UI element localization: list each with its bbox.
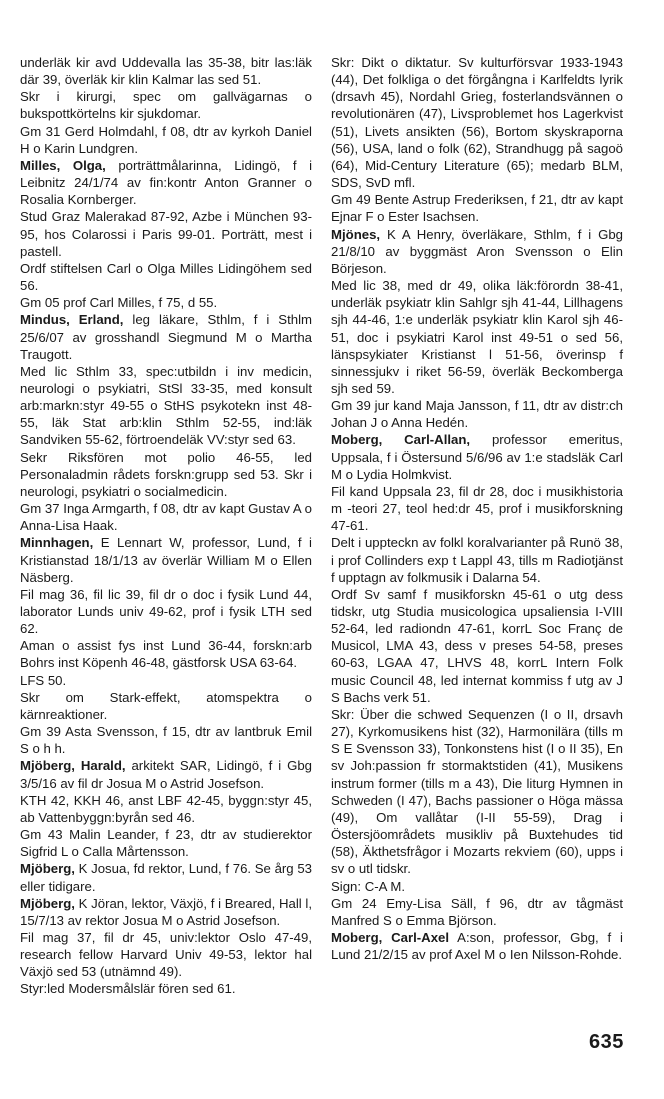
text-paragraph: [331, 397, 623, 431]
text-paragraph: [20, 723, 312, 757]
entry-name: Milles, Olga,: [20, 157, 106, 173]
entry-text: Gm 05 prof Carl Milles, f 75, d 55.: [20, 295, 218, 311]
entry-text: Fil kand Uppsala 23, fil dr 28, doc i musikhistoria m -teori 27, teol hed:dr 45, prof i musikforskning 47-61.: [331, 483, 623, 534]
entry-text: Ordf stiftelsen Carl o Olga Milles Lidingöhem sed 56.: [20, 260, 312, 294]
entry-text: Gm 37 Inga Armgarth, f 08, dtr av kapt Gustav A o Anna-Lisa Haak.: [20, 501, 312, 534]
entry-text: Gm 39 jur kand Maja Jansson, f 11, dtr av distr:ch Johan J o Anna Hedén.: [331, 398, 623, 431]
entry-text: Ordf Sv samf f musikforskn 45-61 o utg dess tidskr, utg Studia musicologica upsaliensia I-VIII 52-64, led radiondn 47-61, korrL Soc Franç de Musicol, LMA 43, dess v preses 54-58, preses 60-63, LGAA 47, LHVS 48, korrL Intern Folk music Council 48, led internat kommiss f utg av J S Bachs verk 51.: [331, 586, 623, 705]
text-paragraph: [20, 929, 312, 980]
entry-text: Gm 39 Asta Svensson, f 15, dtr av lantbruk Emil S o h h.: [20, 724, 312, 757]
entry-text: Gm 24 Emy-Lisa Säll, f 96, dtr av tågmäst Manfred S o Emma Björson.: [331, 895, 623, 928]
entry-text: K Jöran, lektor, Växjö, f i Breared, Hall l, 15/7/13 av rektor Josua M o Astrid Josefson.: [20, 895, 312, 928]
entry-paragraph: [20, 157, 312, 208]
entry-text: KTH 42, KKH 46, anst LBF 42-45, byggn:styr 45, ab Vattenbyggn:byrån sed 46.: [20, 792, 312, 825]
page-number: 635: [589, 1031, 624, 1053]
entry-text: E Lennart W, professor, Lund, f i Kristianstad 18/1/13 av överlär William M o Ellen Näsberg.: [20, 535, 312, 585]
entry-name: Mjöberg,: [20, 861, 75, 877]
entry-name: Moberg, Carl-Axel: [331, 929, 450, 945]
entry-text: porträttmålarinna, Lidingö, f i Leibnitz 24/1/74 av fin:kontr Anton Granner o Rosalia Kornberger.: [20, 157, 313, 208]
entry-text: professor emeritus, Uppsala, f i Östersund 5/6/96 av 1:e stadsläk Carl M o Lydia Holmkvist.: [331, 432, 623, 482]
text-paragraph: [331, 534, 623, 585]
text-paragraph: [331, 895, 623, 929]
text-paragraph: [20, 294, 312, 311]
entry-text: Med lic 38, med dr 49, olika läk:förordn 38-41, underläk psykiatr klin Sahlgr sjh 41-44, Lillhagens sjh 44-46, 1:e underläk psykiatr klin Karol sjh 46-51, doc i psykiatri Karol inst 49-51 o sed 56, länspsykiater Kristianst l 51-56, överinsp f sinnessjukv i riket 56-59, överläk Beckomberga sjh sed 59.: [331, 278, 623, 396]
entry-name: Mjönes,: [331, 226, 381, 242]
entry-text: Skr: Über die schwed Sequenzen (I o II, drsavh 27), Kyrkomusikens hist (32), Harmonilära (tills m S E Svensson 33), Tonkonstens hist (I o II 35), En sv Joh:passion fr stormaktstiden (41), Musikens instrum former (tills m a 43), Die liturg Hymnen in Schweden (I 47), Bachs passioner o Höga mässa (49), Om vallåtar (I-II 55-59), Drag i Östersjöområdets musikliv på Buxtehudes tid (58), Äkthetsfrågor i Mozarts rekviem (60), upps i sv o utl tidskr.: [331, 706, 623, 877]
entry-text: Skr om Stark-effekt, atomspektra o kärnreaktioner.: [20, 689, 312, 722]
entry-text: Stud Graz Malerakad 87-92, Azbe i München 93-95, hos Colarossi i Paris 99-01. Porträtt, mest i pastell.: [20, 209, 312, 259]
entry-text: A:son, professor, Gbg, f i Lund 21/2/15 av prof Axel M o Ien Nilsson-Rohde.: [331, 929, 623, 963]
entry-name: Mindus, Erland,: [20, 312, 124, 328]
entry-text: Fil mag 37, fil dr 45, univ:lektor Oslo 47-49, research fellow Harvard Univ 49-53, lektor hal Växjö sed 53 (utnämnd 49).: [20, 929, 312, 980]
text-paragraph: [20, 637, 312, 671]
entry-text: Gm 43 Malin Leander, f 23, dtr av studierektor Sigfrid L o Calla Mårtensson.: [20, 827, 312, 860]
entry-text: K Josua, fd rektor, Lund, f 76. Se årg 53 eller tidigare.: [20, 861, 312, 894]
entry-text: Gm 49 Bente Astrup Frederiksen, f 21, dtr av kapt Ejnar F o Ester Isachsen.: [331, 192, 623, 225]
text-paragraph: [20, 54, 312, 88]
entry-paragraph: [20, 311, 312, 362]
entry-text: Aman o assist fys inst Lund 36-44, forskn:arb Bohrs inst Köpenh 46-48, gästforsk USA 63-64.: [20, 638, 312, 671]
entry-text: LFS 50.: [20, 672, 67, 688]
entry-name: Minnhagen,: [20, 535, 94, 551]
entry-text: arkitekt SAR, Lidingö, f i Gbg 3/5/16 av fil dr Josua M o Astrid Josefson.: [20, 758, 312, 791]
entry-text: Gm 31 Gerd Holmdahl, f 08, dtr av kyrkoh Daniel H o Karin Lundgren.: [20, 123, 312, 156]
entry-paragraph: [20, 534, 312, 585]
text-paragraph: [20, 88, 312, 122]
entry-text: Fil mag 36, fil lic 39, fil dr o doc i fysik Lund 44, laborator Lunds univ 49-62, prof i fysik LTH sed 62.: [20, 586, 312, 637]
entry-text: Med lic Sthlm 33, spec:utbildn i inv medicin, neurologi o psykiatri, StSl 33-35, med konsult arb:markn:styr 49-55 o StHS psykotekn inst 48-55, läk Stat arb:klin Sthlm 52-55, ind:läk Sandviken 55-62, förtroendeläk VV:styr sed 63.: [20, 363, 312, 448]
entry-paragraph: [331, 431, 623, 482]
text-paragraph: [331, 706, 623, 878]
entry-text: Delt i uppteckn av folkl koralvarianter på Runö 38, i prof Collinders exp t Lappl 43, tills m Radiotjänst f upptagn av folkmusik i Dalarna 54.: [331, 535, 623, 585]
entry-text: Sign: C-A M.: [331, 878, 406, 894]
entry-paragraph: [20, 895, 312, 929]
entry-text: leg läkare, Sthlm, f i Sthlm 25/6/07 av grosshandl Siegmund M o Martha Traugott.: [20, 312, 312, 362]
text-paragraph: [20, 363, 312, 449]
text-paragraph: [20, 689, 312, 723]
text-paragraph: [20, 123, 312, 157]
text-paragraph: [331, 277, 623, 397]
entry-text: Skr i kirurgi, spec om gallvägarnas o bukspottkörtelns kir sjukdomar.: [20, 89, 312, 122]
right-column: [331, 54, 623, 963]
entry-text: Styr:led Modersmålslär fören sed 61.: [20, 981, 236, 997]
left-column: [20, 54, 312, 998]
text-paragraph: [20, 208, 312, 259]
text-paragraph: [20, 792, 312, 826]
entry-paragraph: [20, 860, 312, 894]
entry-name: Moberg, Carl-Allan,: [331, 432, 471, 448]
text-paragraph: [20, 826, 312, 860]
text-paragraph: [20, 672, 312, 689]
text-paragraph: [331, 878, 623, 895]
text-paragraph: [331, 54, 623, 191]
entry-text: underläk kir avd Uddevalla las 35-38, bitr las:läk där 39, överläk kir klin Kalmar las sed 51.: [20, 55, 312, 88]
text-paragraph: [20, 586, 312, 637]
text-paragraph: [20, 980, 312, 997]
text-paragraph: [20, 260, 312, 294]
entry-text: K A Henry, överläkare, Sthlm, f i Gbg 21/8/10 av byggmäst Aron Svensson o Elin Börjeson.: [331, 226, 623, 276]
entry-name: Mjöberg,: [20, 895, 75, 911]
entry-text: Sekr Riksfören mot polio 46-55, led Personaladmin rådets forskn:grupp sed 53. Skr i neurologi, psykiatri o socialmedicin.: [20, 449, 312, 499]
entry-paragraph: [331, 929, 623, 963]
entry-paragraph: [20, 757, 312, 791]
text-paragraph: [331, 191, 623, 225]
entry-name: Mjöberg, Harald,: [20, 758, 126, 774]
text-paragraph: [20, 500, 312, 534]
entry-paragraph: [331, 226, 623, 277]
text-paragraph: [331, 586, 623, 706]
entry-text: Skr: Dikt o diktatur. Sv kulturförsvar 1933-1943 (44), Det folkliga o det förgångna i Karlfeldts lyrik (drsavh 45), Nordahl Grieg, fosterlandsvännen o revolutionären (47), Livsproblemet hos Lagerkvist (51), Livets ansikten (56), Bortom skyskraporna (56), USA, land o folk (62), Strandhugg på sagoö (64), Mid-Century Literature (65); medarb BLM, SDS, SvD mfl.: [331, 55, 623, 191]
text-paragraph: [331, 483, 623, 534]
text-paragraph: [20, 449, 312, 500]
